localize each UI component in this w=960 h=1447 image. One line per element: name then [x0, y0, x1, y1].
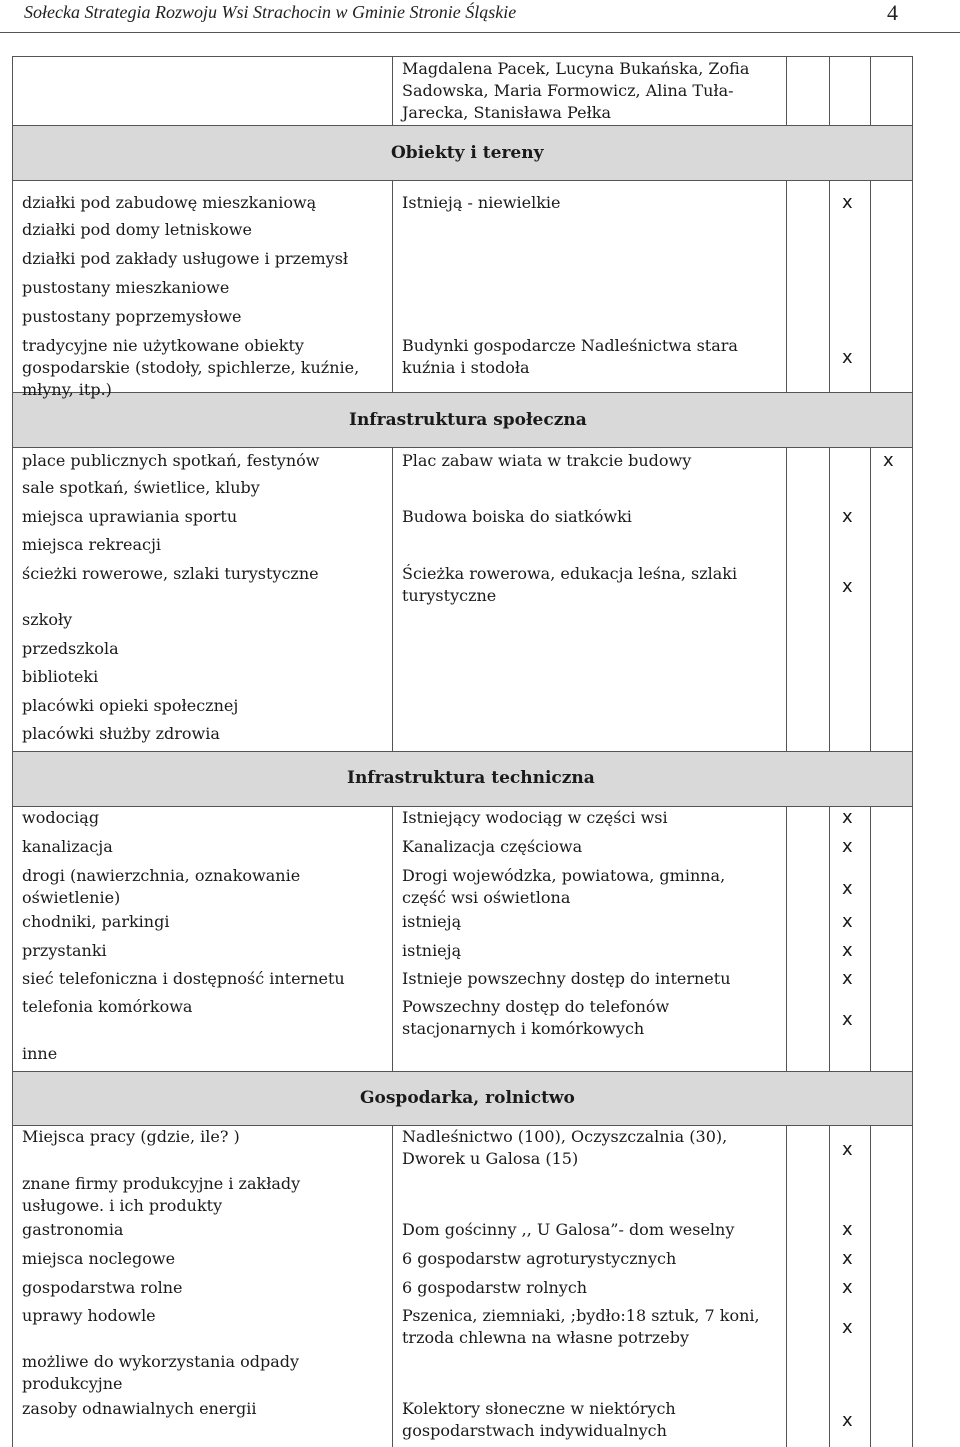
check-mark: x [842, 506, 853, 527]
column-divider [829, 180, 830, 392]
table-border [12, 751, 912, 752]
page-number: 4 [887, 0, 898, 25]
table-border [912, 56, 913, 125]
table-border [912, 125, 913, 392]
row-item: działki pod zabudowę mieszkaniową [22, 193, 317, 212]
row-item: miejsca rekreacji [22, 535, 162, 554]
row-item: tradycyjne nie użytkowane obiekty [22, 336, 304, 355]
row-item: uprawy hodowle [22, 1306, 156, 1325]
table-border [12, 180, 912, 181]
column-divider [870, 1125, 871, 1447]
table-border [12, 56, 912, 57]
row-item: drogi (nawierzchnia, oznakowanie [22, 866, 301, 885]
row-description: Budowa boiska do siatkówki [402, 507, 632, 526]
row-item: oświetlenie) [22, 888, 121, 907]
check-mark: x [842, 1248, 853, 1269]
row-item: produkcyjne [22, 1374, 123, 1393]
row-item: kanalizacja [22, 837, 113, 856]
table-border [12, 1071, 912, 1072]
row-description: Plac zabaw wiata w trakcie budowy [402, 451, 692, 470]
row-item: możliwe do wykorzystania odpady [22, 1352, 300, 1371]
row-description: Kolektory słoneczne w niektórych [402, 1399, 676, 1418]
row-item: telefonia komórkowa [22, 997, 193, 1016]
row-item: wodociąg [22, 808, 100, 827]
table-border [12, 392, 912, 393]
row-item: gospodarskie (stodoły, spichlerze, kuźnie, [22, 358, 360, 377]
table-border [912, 392, 913, 751]
check-mark: x [842, 347, 853, 368]
check-mark: x [842, 1410, 853, 1431]
row-item: placówki służby zdrowia [22, 724, 220, 743]
column-divider [392, 806, 393, 1071]
document-title: Sołecka Strategia Rozwoju Wsi Strachocin w Gminie Stronie Śląskie [24, 2, 517, 22]
row-item: zasoby odnawialnych energii [22, 1399, 257, 1418]
column-divider [870, 806, 871, 1071]
column-divider [870, 447, 871, 751]
check-mark: x [842, 192, 853, 213]
row-item: sale spotkań, świetlice, kluby [22, 478, 260, 497]
row-description: Dworek u Galosa (15) [402, 1149, 579, 1168]
row-description: trzoda chlewna na własne potrzeby [402, 1328, 690, 1347]
column-divider [786, 180, 787, 392]
row-description: Budynki gospodarcze Nadleśnictwa stara [402, 336, 738, 355]
row-description: Dom gościnny ,, U Galosa”- dom weselny [402, 1220, 735, 1239]
row-item: pustostany poprzemysłowe [22, 307, 242, 326]
page-header [0, 0, 960, 33]
section-title: Obiekty i tereny [391, 143, 544, 163]
row-description: gospodarstwach indywidualnych [402, 1421, 667, 1440]
row-description: stacjonarnych i komórkowych [402, 1019, 645, 1038]
row-item: inne [22, 1044, 58, 1063]
row-item: przystanki [22, 941, 107, 960]
table-border [12, 751, 13, 806]
row-description: 6 gospodarstw rolnych [402, 1278, 588, 1297]
check-mark: x [883, 450, 894, 471]
row-description: kuźnia i stodoła [402, 358, 530, 377]
row-item: miejsca noclegowe [22, 1249, 176, 1268]
column-divider [392, 1125, 393, 1447]
section-title: Infrastruktura techniczna [347, 768, 595, 788]
table-border [12, 56, 13, 125]
row-item: działki pod zakłady usługowe i przemysł [22, 249, 349, 268]
row-item: sieć telefoniczna i dostępność internetu [22, 969, 345, 988]
table-border [912, 751, 913, 806]
check-mark: x [842, 836, 853, 857]
row-description: Istnieją - niewielkie [402, 193, 561, 212]
check-mark: x [842, 1219, 853, 1240]
check-mark: x [842, 878, 853, 899]
check-mark: x [842, 1009, 853, 1030]
row-description: Istnieje powszechny dostęp do internetu [402, 969, 731, 988]
table-border [870, 56, 871, 125]
check-mark: x [842, 940, 853, 961]
row-description: Ścieżka rowerowa, edukacja leśna, szlaki [402, 564, 738, 583]
column-divider [829, 806, 830, 1071]
check-mark: x [842, 911, 853, 932]
table-border [392, 56, 393, 125]
contributors-line: Magdalena Pacek, Lucyna Bukańska, Zofia [402, 59, 750, 78]
column-divider [392, 180, 393, 392]
table-border [829, 56, 830, 125]
row-item: pustostany mieszkaniowe [22, 278, 230, 297]
check-mark: x [842, 968, 853, 989]
row-item: miejsca uprawiania sportu [22, 507, 238, 526]
check-mark: x [842, 576, 853, 597]
column-divider [786, 447, 787, 751]
check-mark: x [842, 807, 853, 828]
row-description: istnieją [402, 941, 462, 960]
row-description: Powszechny dostęp do telefonów [402, 997, 670, 1016]
row-description: Drogi wojewódzka, powiatowa, gminna, [402, 866, 726, 885]
table-border [912, 806, 913, 1447]
row-description: istnieją [402, 912, 462, 931]
row-item: usługowe. i ich produkty [22, 1196, 223, 1215]
row-item: gastronomia [22, 1220, 124, 1239]
row-description: Pszenica, ziemniaki, ;bydło:18 sztuk, 7 koni, [402, 1306, 760, 1325]
row-item: Miejsca pracy (gdzie, ile? ) [22, 1127, 240, 1146]
row-description: turystyczne [402, 586, 497, 605]
column-divider [786, 806, 787, 1071]
row-item: place publicznych spotkań, festynów [22, 451, 320, 470]
table-border [12, 447, 912, 448]
row-item: młyny, itp.) [22, 380, 112, 399]
check-mark: x [842, 1277, 853, 1298]
section-title: Gospodarka, rolnictwo [360, 1088, 575, 1108]
row-item: chodniki, parkingi [22, 912, 170, 931]
check-mark: x [842, 1317, 853, 1338]
row-description: część wsi oświetlona [402, 888, 571, 907]
table-border [12, 806, 13, 1447]
section-title: Infrastruktura społeczna [349, 410, 587, 430]
table-border [12, 125, 13, 392]
row-description: 6 gospodarstw agroturystycznych [402, 1249, 677, 1268]
row-item: gospodarstwa rolne [22, 1278, 183, 1297]
row-item: szkoły [22, 610, 73, 629]
row-item: ścieżki rowerowe, szlaki turystyczne [22, 564, 319, 583]
column-divider [829, 447, 830, 751]
row-item: przedszkola [22, 639, 119, 658]
row-item: znane firmy produkcyjne i zakłady [22, 1174, 301, 1193]
row-description: Kanalizacja częściowa [402, 837, 583, 856]
row-item: biblioteki [22, 667, 99, 686]
contributors-line: Jarecka, Stanisława Pełka [402, 103, 611, 122]
column-divider [870, 180, 871, 392]
check-mark: x [842, 1139, 853, 1160]
column-divider [392, 447, 393, 751]
contributors-line: Sadowska, Maria Formowicz, Alina Tuła- [402, 81, 734, 100]
column-divider [829, 1125, 830, 1447]
table-border [786, 56, 787, 125]
row-description: Istniejący wodociąg w części wsi [402, 808, 668, 827]
table-border [12, 392, 13, 751]
table-border [12, 125, 912, 126]
row-item: działki pod domy letniskowe [22, 220, 252, 239]
row-item: placówki opieki społecznej [22, 696, 239, 715]
row-description: Nadleśnictwo (100), Oczyszczalnia (30), [402, 1127, 728, 1146]
column-divider [786, 1125, 787, 1447]
